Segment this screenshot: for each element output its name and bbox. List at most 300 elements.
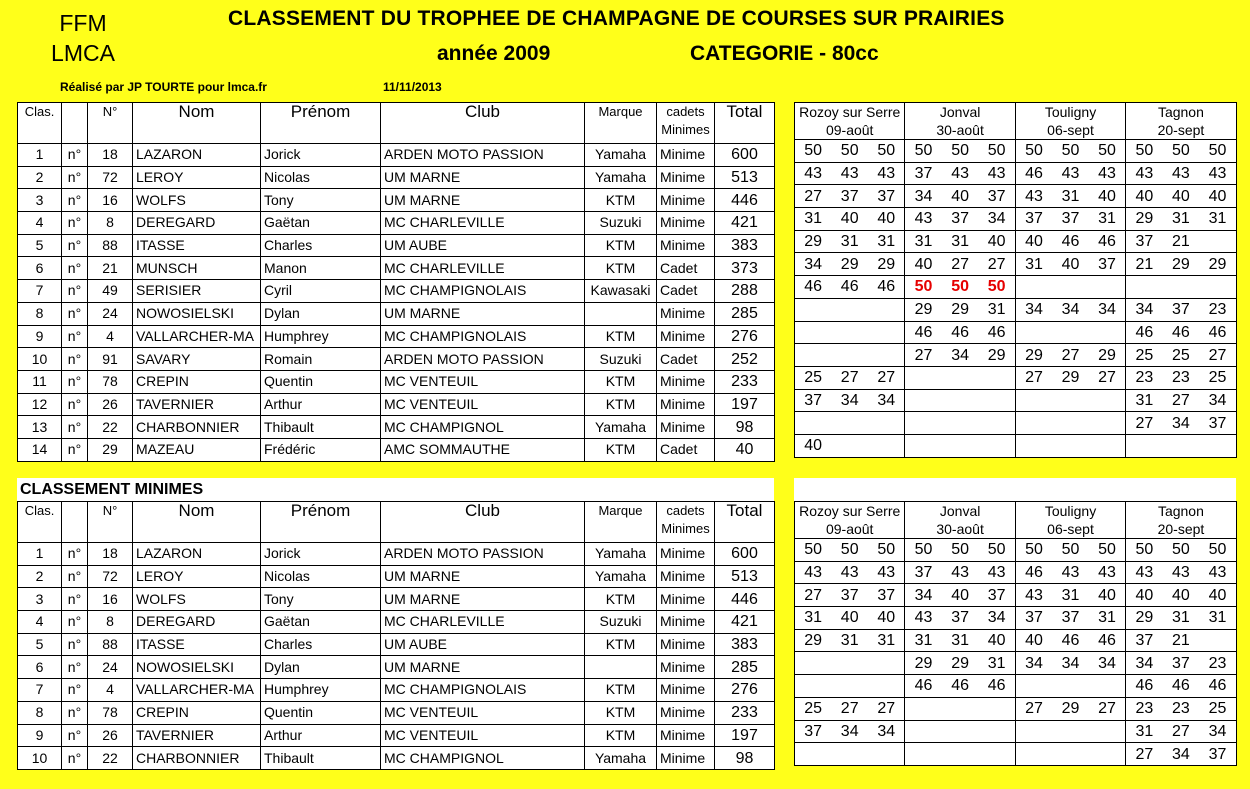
score-cell bbox=[979, 434, 1016, 457]
total-cell: 288 bbox=[715, 280, 775, 303]
brand-cell: Suzuki bbox=[585, 348, 657, 371]
score-cell: 40 bbox=[795, 434, 832, 457]
number-prefix-cell: n° bbox=[62, 543, 88, 566]
score-cell: 46 bbox=[1199, 675, 1236, 698]
score-cell: 31 bbox=[1163, 208, 1200, 231]
last-name-cell: CHARBONNIER bbox=[133, 747, 261, 770]
score-cell bbox=[979, 412, 1016, 435]
col-header-cadets: cadets bbox=[666, 503, 705, 518]
score-cell bbox=[905, 389, 942, 412]
race-number-cell: 26 bbox=[88, 393, 133, 416]
category-cell: Minime bbox=[657, 633, 715, 656]
score-cell: 50 bbox=[905, 539, 942, 562]
score-cell: 46 bbox=[905, 675, 942, 698]
score-cell bbox=[1052, 434, 1089, 457]
score-cell: 25 bbox=[1126, 344, 1163, 367]
race-header bbox=[795, 502, 905, 539]
first-name-cell: Charles bbox=[261, 633, 381, 656]
number-prefix-cell: n° bbox=[62, 679, 88, 702]
score-cell: 43 bbox=[905, 208, 942, 231]
number-prefix-cell: n° bbox=[62, 234, 88, 257]
score-cell bbox=[942, 720, 979, 743]
number-prefix-cell: n° bbox=[62, 611, 88, 634]
score-cell: 50 bbox=[1089, 539, 1126, 562]
category-label: CATEGORIE - 80cc bbox=[690, 42, 879, 65]
brand-cell: Suzuki bbox=[585, 212, 657, 235]
number-prefix-cell: n° bbox=[62, 280, 88, 303]
rank-cell: 8 bbox=[18, 302, 62, 325]
score-cell bbox=[1199, 434, 1236, 457]
score-cell: 34 bbox=[831, 720, 868, 743]
last-name-cell: MAZEAU bbox=[133, 438, 261, 461]
score-cell: 40 bbox=[868, 607, 905, 630]
number-prefix-cell: n° bbox=[62, 656, 88, 679]
last-name-cell: TAVERNIER bbox=[133, 393, 261, 416]
total-cell: 276 bbox=[715, 679, 775, 702]
score-cell: 46 bbox=[979, 675, 1016, 698]
number-prefix-cell: n° bbox=[62, 724, 88, 747]
score-cell: 50 bbox=[1052, 140, 1089, 163]
org-block bbox=[48, 8, 118, 68]
score-cell: 43 bbox=[1199, 561, 1236, 584]
last-name-cell: CHARBONNIER bbox=[133, 416, 261, 439]
number-prefix-cell: n° bbox=[62, 633, 88, 656]
credit-text: Réalisé par JP TOURTE pour lmca.fr bbox=[60, 80, 267, 94]
last-name-cell: ITASSE bbox=[133, 234, 261, 257]
score-cell bbox=[831, 298, 868, 321]
score-cell bbox=[979, 720, 1016, 743]
score-cell: 43 bbox=[1052, 162, 1089, 185]
score-cell: 40 bbox=[1089, 185, 1126, 208]
score-cell: 27 bbox=[1089, 697, 1126, 720]
score-cell: 21 bbox=[1163, 629, 1200, 652]
total-cell: 197 bbox=[715, 724, 775, 747]
rank-cell: 7 bbox=[18, 679, 62, 702]
brand-cell bbox=[585, 302, 657, 325]
score-cell bbox=[1052, 412, 1089, 435]
club-cell: MC CHAMPIGNOL bbox=[381, 747, 585, 770]
score-cell bbox=[1089, 276, 1126, 299]
score-cell: 50 bbox=[1052, 539, 1089, 562]
score-cell bbox=[1089, 720, 1126, 743]
score-cell: 31 bbox=[1052, 584, 1089, 607]
score-cell: 46 bbox=[868, 276, 905, 299]
first-name-cell: Dylan bbox=[261, 656, 381, 679]
score-cell: 37 bbox=[1163, 652, 1200, 675]
score-cell: 29 bbox=[1126, 208, 1163, 231]
category-cell: Minime bbox=[657, 234, 715, 257]
header-row bbox=[18, 502, 775, 543]
first-name-cell: Charles bbox=[261, 234, 381, 257]
score-cell: 29 bbox=[831, 253, 868, 276]
score-cell bbox=[831, 675, 868, 698]
race-header bbox=[1126, 103, 1236, 140]
category-cell: Minime bbox=[657, 189, 715, 212]
score-cell: 43 bbox=[942, 561, 979, 584]
category-cell: Minime bbox=[657, 212, 715, 235]
score-cell: 31 bbox=[868, 629, 905, 652]
score-cell: 23 bbox=[1199, 298, 1236, 321]
score-cell: 40 bbox=[868, 208, 905, 231]
first-name-cell: Tony bbox=[261, 189, 381, 212]
col-header-prenom: Prénom bbox=[261, 502, 381, 543]
score-cell: 27 bbox=[1052, 344, 1089, 367]
score-cell: 37 bbox=[795, 720, 832, 743]
score-cell: 46 bbox=[1052, 629, 1089, 652]
score-cell: 43 bbox=[831, 162, 868, 185]
score-cell: 37 bbox=[831, 185, 868, 208]
race-number-cell: 26 bbox=[88, 724, 133, 747]
club-cell: UM MARNE bbox=[381, 656, 585, 679]
org-ffm: FFM bbox=[59, 10, 107, 36]
score-cell: 50 bbox=[795, 140, 832, 163]
score-row bbox=[795, 675, 1237, 698]
score-cell: 50 bbox=[1163, 539, 1200, 562]
category-cell: Minime bbox=[657, 565, 715, 588]
minimes-section-title: CLASSEMENT MINIMES bbox=[20, 481, 204, 498]
score-cell bbox=[1015, 412, 1052, 435]
category-cell: Cadet bbox=[657, 257, 715, 280]
total-cell: 600 bbox=[715, 543, 775, 566]
score-cell: 25 bbox=[795, 697, 832, 720]
number-prefix-cell: n° bbox=[62, 393, 88, 416]
score-cell bbox=[831, 652, 868, 675]
race-number-cell: 49 bbox=[88, 280, 133, 303]
score-cell bbox=[1052, 321, 1089, 344]
last-name-cell: LEROY bbox=[133, 565, 261, 588]
score-cell: 29 bbox=[1089, 344, 1126, 367]
col-header-prenom: Prénom bbox=[261, 103, 381, 144]
race-header bbox=[1015, 103, 1125, 140]
category-cell: Minime bbox=[657, 679, 715, 702]
race-number-cell: 22 bbox=[88, 416, 133, 439]
score-cell bbox=[1163, 434, 1200, 457]
score-cell bbox=[1015, 675, 1052, 698]
race-name: Jonval bbox=[939, 104, 981, 120]
race-number-cell: 78 bbox=[88, 370, 133, 393]
score-cell: 37 bbox=[1052, 607, 1089, 630]
total-cell: 98 bbox=[715, 416, 775, 439]
race-number-cell: 72 bbox=[88, 166, 133, 189]
score-cell: 27 bbox=[979, 253, 1016, 276]
score-cell bbox=[942, 434, 979, 457]
race-header-row bbox=[795, 502, 1237, 539]
score-cell: 46 bbox=[1199, 321, 1236, 344]
score-cell bbox=[1199, 276, 1236, 299]
score-cell: 34 bbox=[1163, 412, 1200, 435]
score-row bbox=[795, 344, 1237, 367]
score-cell bbox=[905, 697, 942, 720]
brand-cell: Yamaha bbox=[585, 747, 657, 770]
last-name-cell: SAVARY bbox=[133, 348, 261, 371]
rank-cell: 10 bbox=[18, 747, 62, 770]
race-name: Rozoy sur Serre bbox=[799, 503, 901, 519]
col-header-category bbox=[657, 103, 715, 144]
club-cell: MC VENTEUIL bbox=[381, 724, 585, 747]
category-cell: Minime bbox=[657, 144, 715, 167]
brand-cell: KTM bbox=[585, 189, 657, 212]
score-cell bbox=[1126, 434, 1163, 457]
score-row bbox=[795, 253, 1237, 276]
col-header-nom: Nom bbox=[133, 103, 261, 144]
score-cell: 31 bbox=[831, 230, 868, 253]
score-cell: 23 bbox=[1163, 366, 1200, 389]
score-cell bbox=[795, 743, 832, 766]
score-cell: 31 bbox=[942, 230, 979, 253]
minimes-title-band-right bbox=[794, 478, 1236, 502]
last-name-cell: WOLFS bbox=[133, 189, 261, 212]
score-cell: 29 bbox=[979, 344, 1016, 367]
category-cell: Cadet bbox=[657, 348, 715, 371]
category-cell: Minime bbox=[657, 611, 715, 634]
score-cell: 27 bbox=[1126, 743, 1163, 766]
brand-cell: Yamaha bbox=[585, 166, 657, 189]
table-row bbox=[18, 189, 775, 212]
total-cell: 383 bbox=[715, 234, 775, 257]
score-cell: 27 bbox=[795, 584, 832, 607]
score-cell: 29 bbox=[795, 230, 832, 253]
table-row bbox=[18, 724, 775, 747]
club-cell: UM MARNE bbox=[381, 302, 585, 325]
score-cell: 34 bbox=[1052, 652, 1089, 675]
table-row bbox=[18, 325, 775, 348]
club-cell: UM MARNE bbox=[381, 565, 585, 588]
brand-cell: Kawasaki bbox=[585, 280, 657, 303]
rank-cell: 2 bbox=[18, 166, 62, 189]
score-cell: 37 bbox=[979, 185, 1016, 208]
race-date: 20-sept bbox=[1157, 122, 1205, 138]
score-cell: 27 bbox=[831, 366, 868, 389]
first-name-cell: Manon bbox=[261, 257, 381, 280]
score-cell bbox=[979, 743, 1016, 766]
total-cell: 446 bbox=[715, 189, 775, 212]
category-cell: Minime bbox=[657, 724, 715, 747]
score-cell bbox=[942, 412, 979, 435]
score-cell bbox=[1199, 629, 1236, 652]
score-cell: 37 bbox=[868, 185, 905, 208]
number-prefix-cell: n° bbox=[62, 370, 88, 393]
number-prefix-cell: n° bbox=[62, 438, 88, 461]
brand-cell bbox=[585, 656, 657, 679]
score-cell: 50 bbox=[868, 539, 905, 562]
score-cell: 27 bbox=[942, 253, 979, 276]
table-row bbox=[18, 234, 775, 257]
score-cell: 50 bbox=[979, 539, 1016, 562]
score-cell: 43 bbox=[1015, 185, 1052, 208]
race-date: 20-sept bbox=[1157, 521, 1205, 537]
score-cell: 31 bbox=[905, 230, 942, 253]
race-header bbox=[1015, 502, 1125, 539]
score-cell: 27 bbox=[1126, 412, 1163, 435]
rank-cell: 6 bbox=[18, 656, 62, 679]
race-number-cell: 22 bbox=[88, 747, 133, 770]
general-race-scores-table bbox=[794, 102, 1237, 458]
score-cell: 50 bbox=[1126, 140, 1163, 163]
race-name: Jonval bbox=[939, 503, 981, 519]
score-cell: 43 bbox=[1163, 561, 1200, 584]
score-cell: 27 bbox=[795, 185, 832, 208]
score-cell: 46 bbox=[905, 321, 942, 344]
score-cell: 31 bbox=[942, 629, 979, 652]
score-cell: 46 bbox=[1126, 675, 1163, 698]
table-row bbox=[18, 144, 775, 167]
race-name: Tagnon bbox=[1157, 503, 1204, 519]
club-cell: MC CHAMPIGNOLAIS bbox=[381, 679, 585, 702]
table-row bbox=[18, 166, 775, 189]
score-cell: 31 bbox=[1089, 208, 1126, 231]
col-header-total: Total bbox=[715, 502, 775, 543]
race-name: Touligny bbox=[1044, 503, 1097, 519]
score-cell: 27 bbox=[905, 344, 942, 367]
race-number-cell: 88 bbox=[88, 633, 133, 656]
last-name-cell: SERISIER bbox=[133, 280, 261, 303]
race-number-cell: 24 bbox=[88, 656, 133, 679]
race-number-cell: 8 bbox=[88, 611, 133, 634]
club-cell: MC CHARLEVILLE bbox=[381, 257, 585, 280]
score-cell: 29 bbox=[942, 298, 979, 321]
race-number-cell: 8 bbox=[88, 212, 133, 235]
table-row bbox=[18, 438, 775, 461]
score-cell: 31 bbox=[868, 230, 905, 253]
total-cell: 383 bbox=[715, 633, 775, 656]
score-cell: 23 bbox=[1126, 697, 1163, 720]
brand-cell: Suzuki bbox=[585, 611, 657, 634]
score-cell: 40 bbox=[1199, 185, 1236, 208]
score-cell bbox=[868, 321, 905, 344]
table-row bbox=[18, 633, 775, 656]
col-header-nom: Nom bbox=[133, 502, 261, 543]
score-cell: 40 bbox=[1163, 584, 1200, 607]
score-cell: 50 bbox=[831, 140, 868, 163]
first-name-cell: Cyril bbox=[261, 280, 381, 303]
score-cell bbox=[1015, 389, 1052, 412]
total-cell: 40 bbox=[715, 438, 775, 461]
category-cell: Minime bbox=[657, 416, 715, 439]
score-cell: 50 bbox=[1015, 140, 1052, 163]
total-cell: 513 bbox=[715, 565, 775, 588]
score-cell: 31 bbox=[905, 629, 942, 652]
table-row bbox=[18, 611, 775, 634]
club-cell: UM MARNE bbox=[381, 189, 585, 212]
score-cell: 50 bbox=[905, 276, 942, 299]
rank-cell: 5 bbox=[18, 633, 62, 656]
score-cell: 29 bbox=[905, 298, 942, 321]
score-cell bbox=[831, 412, 868, 435]
last-name-cell: NOWOSIELSKI bbox=[133, 656, 261, 679]
race-number-cell: 24 bbox=[88, 302, 133, 325]
first-name-cell: Nicolas bbox=[261, 166, 381, 189]
score-cell: 29 bbox=[795, 629, 832, 652]
score-cell bbox=[831, 434, 868, 457]
score-cell: 37 bbox=[905, 561, 942, 584]
rank-cell: 9 bbox=[18, 325, 62, 348]
score-cell: 34 bbox=[905, 185, 942, 208]
rank-cell: 2 bbox=[18, 565, 62, 588]
score-cell: 29 bbox=[1052, 366, 1089, 389]
brand-cell: KTM bbox=[585, 724, 657, 747]
score-cell: 37 bbox=[979, 584, 1016, 607]
table-row bbox=[18, 257, 775, 280]
race-name: Rozoy sur Serre bbox=[799, 104, 901, 120]
total-cell: 98 bbox=[715, 747, 775, 770]
total-cell: 285 bbox=[715, 656, 775, 679]
brand-cell: KTM bbox=[585, 234, 657, 257]
score-cell: 37 bbox=[1015, 607, 1052, 630]
score-cell: 31 bbox=[1126, 720, 1163, 743]
table-row bbox=[18, 370, 775, 393]
score-cell bbox=[1089, 675, 1126, 698]
score-cell bbox=[979, 389, 1016, 412]
score-cell: 50 bbox=[831, 539, 868, 562]
score-row bbox=[795, 584, 1237, 607]
minimes-ranking-table bbox=[17, 501, 775, 770]
score-row bbox=[795, 298, 1237, 321]
col-header-minimes: Minimes bbox=[661, 122, 710, 137]
score-cell: 29 bbox=[1015, 344, 1052, 367]
score-cell: 34 bbox=[1015, 298, 1052, 321]
score-cell bbox=[1089, 434, 1126, 457]
score-cell: 40 bbox=[942, 185, 979, 208]
col-header-club: Club bbox=[381, 103, 585, 144]
category-cell: Minime bbox=[657, 166, 715, 189]
score-cell: 37 bbox=[1199, 412, 1236, 435]
score-cell: 27 bbox=[1015, 697, 1052, 720]
brand-cell: KTM bbox=[585, 325, 657, 348]
race-date: 06-sept bbox=[1047, 521, 1094, 537]
race-number-cell: 18 bbox=[88, 144, 133, 167]
score-cell: 46 bbox=[942, 321, 979, 344]
score-cell bbox=[905, 412, 942, 435]
score-cell: 34 bbox=[795, 253, 832, 276]
score-cell: 40 bbox=[1052, 253, 1089, 276]
first-name-cell: Frédéric bbox=[261, 438, 381, 461]
race-header bbox=[795, 103, 905, 140]
first-name-cell: Quentin bbox=[261, 370, 381, 393]
score-cell: 27 bbox=[1015, 366, 1052, 389]
header-row bbox=[18, 103, 775, 144]
score-cell: 31 bbox=[795, 607, 832, 630]
last-name-cell: LAZARON bbox=[133, 543, 261, 566]
table-row bbox=[18, 348, 775, 371]
col-header-marque: Marque bbox=[585, 502, 657, 543]
rank-cell: 1 bbox=[18, 144, 62, 167]
brand-cell: Yamaha bbox=[585, 416, 657, 439]
brand-cell: KTM bbox=[585, 633, 657, 656]
race-date: 30-août bbox=[936, 521, 984, 537]
race-header bbox=[905, 502, 1015, 539]
score-cell: 31 bbox=[979, 298, 1016, 321]
score-cell: 40 bbox=[942, 584, 979, 607]
club-cell: MC VENTEUIL bbox=[381, 370, 585, 393]
race-number-cell: 88 bbox=[88, 234, 133, 257]
score-cell bbox=[831, 344, 868, 367]
score-cell: 46 bbox=[1052, 230, 1089, 253]
category-cell: Cadet bbox=[657, 280, 715, 303]
last-name-cell: WOLFS bbox=[133, 588, 261, 611]
score-cell: 34 bbox=[1126, 298, 1163, 321]
score-cell: 46 bbox=[795, 276, 832, 299]
race-number-cell: 72 bbox=[88, 565, 133, 588]
score-cell: 31 bbox=[979, 652, 1016, 675]
rank-cell: 4 bbox=[18, 611, 62, 634]
score-row bbox=[795, 366, 1237, 389]
score-cell bbox=[905, 743, 942, 766]
number-prefix-cell: n° bbox=[62, 701, 88, 724]
score-cell bbox=[1199, 230, 1236, 253]
total-cell: 421 bbox=[715, 611, 775, 634]
score-cell bbox=[1052, 276, 1089, 299]
race-date: 30-août bbox=[936, 122, 984, 138]
